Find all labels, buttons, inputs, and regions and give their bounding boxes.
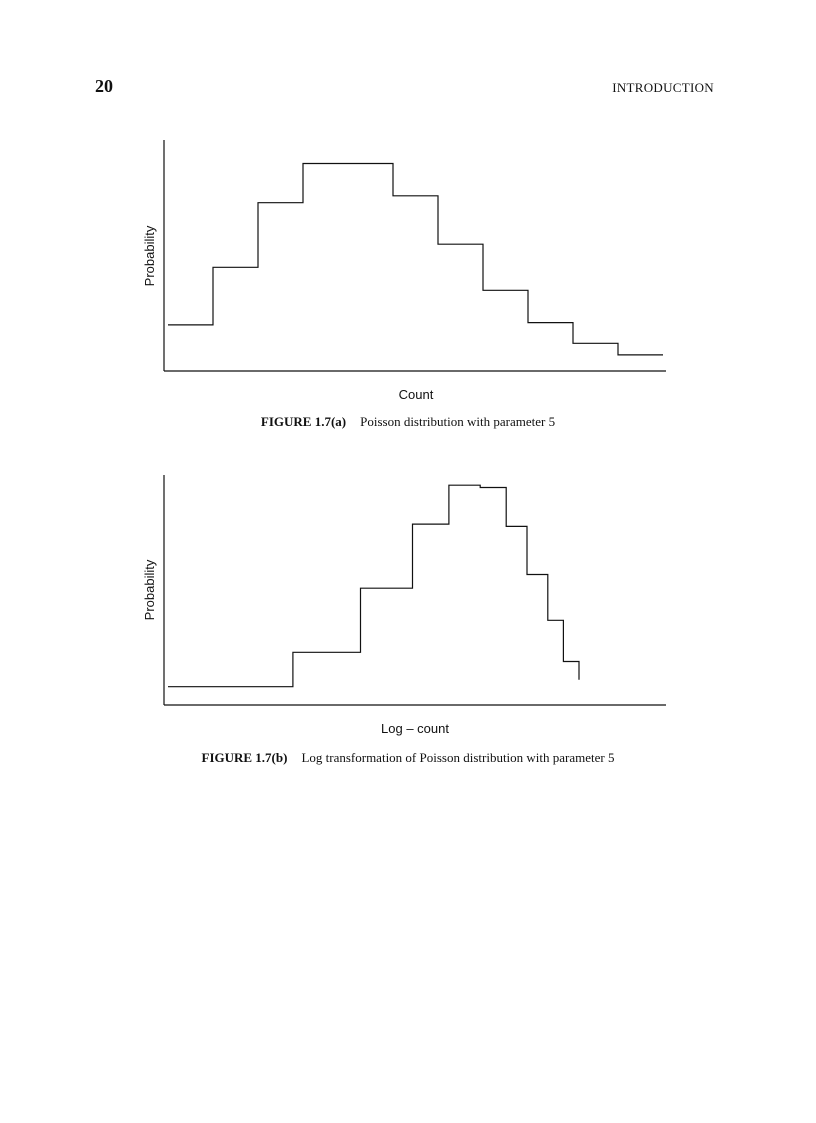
figure-label: FIGURE 1.7(b) [201, 750, 288, 765]
step-series [168, 164, 663, 355]
y-axis-label: Probability [142, 225, 157, 287]
y-axis-label: Probability [142, 559, 157, 621]
x-axis-label: Log – count [381, 721, 449, 736]
figure-caption-text: Log transformation of Poisson distribution with parameter 5 [301, 750, 615, 765]
figure-caption-text: Poisson distribution with parameter 5 [360, 414, 556, 429]
figure-caption [0, 414, 816, 430]
running-head: INTRODUCTION [612, 80, 714, 95]
figure-label: FIGURE 1.7(a) [260, 414, 347, 429]
x-axis-label: Count [398, 387, 434, 402]
figure-caption [0, 750, 816, 766]
step-series [168, 485, 579, 687]
chart-poisson [0, 0, 816, 440]
page-number: 20 [95, 76, 113, 96]
